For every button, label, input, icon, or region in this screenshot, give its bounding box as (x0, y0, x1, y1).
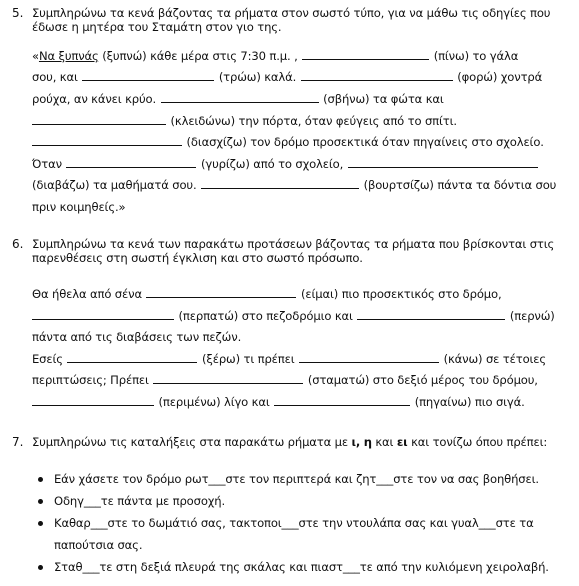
exercise-6-instruction-line-1: Συμπληρώνω τα κενά των παρακάτω προτάσεων βάζοντας τα ρήματα που βρίσκονται στις (32, 237, 555, 251)
bullet-icon (38, 499, 43, 504)
blank-field[interactable] (299, 352, 439, 363)
text: (διασχίζω) τον δρόμο προσεκτικά όταν πηγαίνεις στο σχολείο. (186, 135, 544, 149)
bullet-icon (38, 565, 43, 570)
bullet-icon (38, 521, 43, 526)
exercise-7-number: 7. (12, 435, 24, 449)
exercise-5-text-line-1 (32, 49, 518, 63)
text: (κλειδώνω) την πόρτα, όταν φεύγεις από το σπίτι. (170, 114, 457, 128)
text: (είμαι) πιο προσεκτικός στο δρόμο, (301, 287, 502, 301)
exercise-5-instruction-line-1: Συμπληρώνω τα κενά βάζοντας τα ρήματα στον σωστό τύπο, για να μάθω τις οδηγίες που (32, 6, 551, 20)
blank-field[interactable] (161, 92, 319, 103)
text: (περνώ) (509, 309, 555, 323)
exercise-6-number: 6. (12, 237, 24, 251)
exercise-6-text-line-2 (32, 309, 555, 323)
exercise-5-instruction-line-2: έδωσε η μητέρα του Σταμάτη στον γιο της. (32, 20, 282, 34)
exercise-5-text-line-3 (32, 92, 444, 106)
text: και (375, 435, 394, 449)
blank-field[interactable] (32, 309, 174, 320)
bullet-icon (38, 477, 43, 482)
exercise-6-text-line-3: πάντα από τις διαβάσεις των πεζών. (32, 330, 242, 344)
exercise-5-text-line-5 (32, 135, 544, 149)
blank-field[interactable] (82, 70, 214, 81)
exercise-6-instruction-line-2: παρενθέσεις στη σωστή έγκλιση και στο σωστό πρόσωπο. (32, 251, 363, 265)
text: (τρώω) καλά. (218, 70, 297, 84)
exercise-5-text-line-2 (32, 70, 542, 84)
blank-field[interactable] (274, 395, 410, 406)
text: ρούχα, αν κάνει κρύο. (32, 92, 157, 106)
exercise-7-item-2: Οδηγ___τε πάντα με προσοχή. (54, 494, 226, 508)
exercise-5-number: 5. (12, 6, 24, 20)
text: σου, και (32, 70, 78, 84)
ending-ei: ει (396, 435, 408, 449)
example-answer: Να ξυπνάς (38, 49, 99, 63)
exercise-7-item-4: Σταθ___τε στη δεξιά πλευρά της σκάλας και πιαστ___τε από την κυλιόμενη χειρολαβή. (54, 560, 549, 574)
open-quote: « (32, 49, 39, 63)
exercise-5-text-line-8: πριν κοιμηθείς.» (32, 200, 126, 214)
blank-field[interactable] (32, 135, 182, 146)
blank-field[interactable] (66, 157, 196, 168)
text: (σβήνω) τα φώτα και (323, 92, 444, 106)
exercise-7-instruction (32, 435, 547, 449)
exercise-5-text-line-4 (32, 114, 457, 128)
text: (γυρίζω) από το σχολείο, (201, 157, 344, 171)
blank-field[interactable] (146, 287, 296, 298)
text: (περιμένω) λίγο και (158, 395, 270, 409)
text: (βουρτσίζω) πάντα τα δόντια σου (363, 178, 557, 192)
exercise-6-text-line-6 (32, 395, 525, 409)
text: (φορώ) χοντρά (457, 70, 543, 84)
text: (διαβάζω) τα μαθήματά σου. (32, 178, 197, 192)
exercise-5-text-line-6 (32, 157, 539, 171)
text: περιπτώσεις; Πρέπει (32, 373, 149, 387)
blank-field[interactable] (302, 49, 429, 60)
ending-eta: η (363, 435, 372, 449)
text: Εσείς (32, 352, 63, 366)
blank-field[interactable] (301, 70, 453, 81)
blank-field[interactable] (201, 178, 359, 189)
exercise-7-item-3-line-1: Καθαρ___στε το δωμάτιό σας, τακτοποι___στε την ντουλάπα σας και γυαλ___στε τα (54, 516, 534, 530)
blank-field[interactable] (153, 373, 303, 384)
exercise-6-text-line-5 (32, 373, 538, 387)
blank-field[interactable] (32, 395, 154, 406)
text: (περπατώ) στο πεζοδρόμιο και (178, 309, 353, 323)
text: (σταματώ) στο δεξιό μέρος του δρόμου, (307, 373, 538, 387)
exercise-5-text-line-7 (32, 178, 556, 192)
exercise-6-text-line-4 (32, 352, 546, 366)
text: Συμπληρώνω τις καταλήξεις στα παρακάτω ρήματα με (32, 435, 348, 449)
exercise-6-text-line-1 (32, 287, 501, 301)
text: (ξέρω) τι πρέπει (202, 352, 295, 366)
text: Όταν (32, 157, 62, 171)
text: Θα ήθελα από σένα (32, 287, 142, 301)
ending-i: ι, (351, 435, 361, 449)
text: (πίνω) το γάλα (433, 49, 519, 63)
exercise-7-item-1: Εάν χάσετε τον δρόμο ρωτ___στε τον περιπτερά και ζητ___στε τον να σας βοηθήσει. (54, 472, 539, 486)
text: (πηγαίνω) πιο σιγά. (414, 395, 525, 409)
blank-field[interactable] (357, 309, 505, 320)
blank-field[interactable] (32, 114, 166, 125)
text: (κάνω) σε τέτοιες (443, 352, 547, 366)
text: (ξυπνώ) κάθε μέρα στις 7:30 π.μ. , (98, 49, 298, 63)
blank-field[interactable] (348, 157, 538, 168)
exercise-7-item-3-line-2: παπούτσια σας. (54, 538, 143, 552)
blank-field[interactable] (67, 352, 197, 363)
text: και τονίζω όπου πρέπει: (411, 435, 548, 449)
